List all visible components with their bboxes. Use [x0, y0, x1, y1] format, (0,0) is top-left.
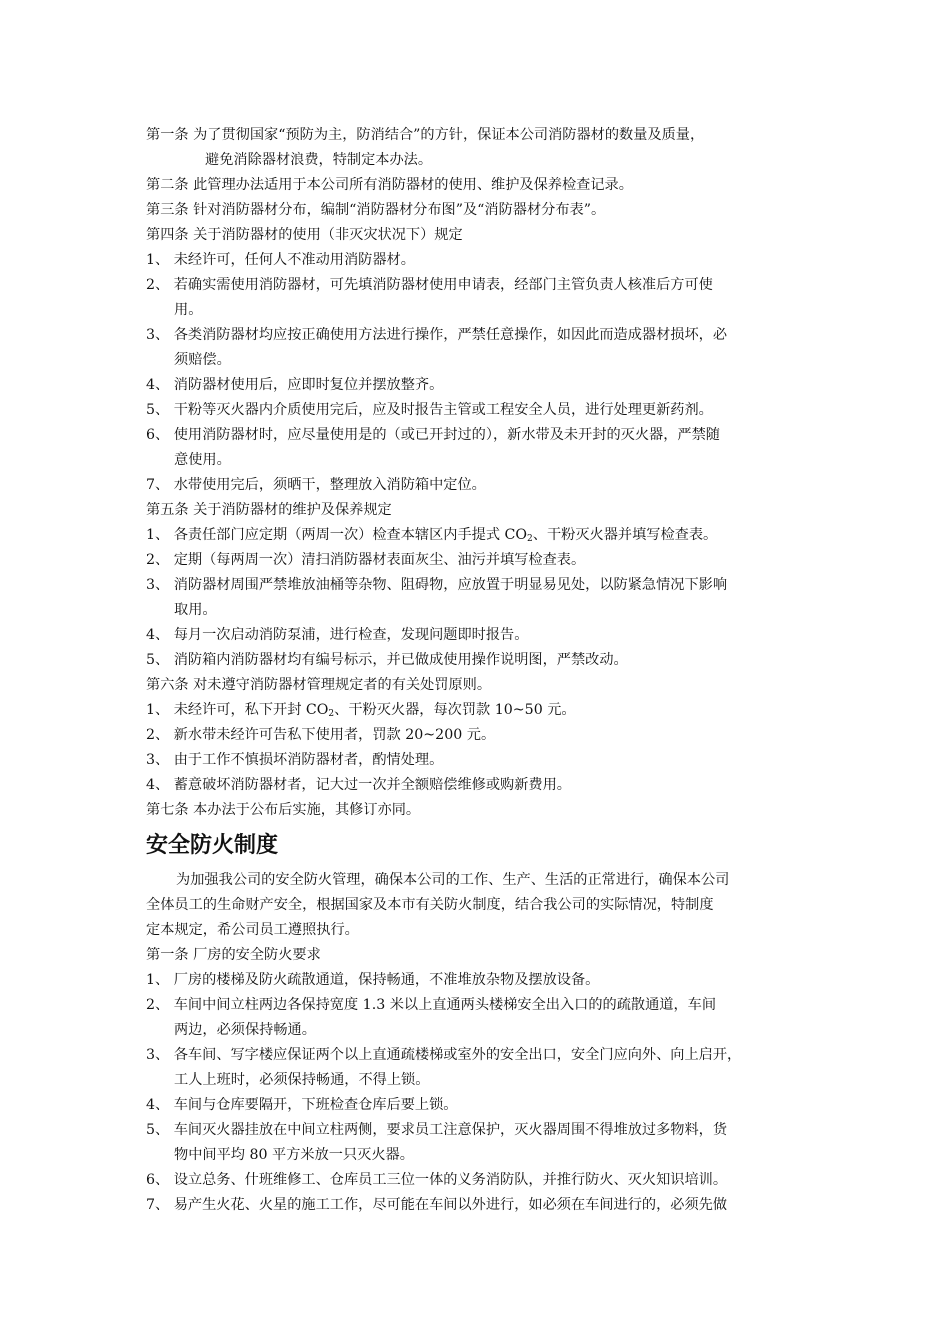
fire-item-4: 4、 车间与仓库要隔开，下班检查仓库后要上锁。 [146, 1097, 458, 1113]
article-1-line-1: 第一条 为了贯彻国家“预防为主，防消结合”的方针，保证本公司消防器材的数量及质量， [146, 127, 705, 143]
section-heading: 安全防火制度 [146, 833, 279, 858]
article-4-item-6-cont: 意使用。 [174, 452, 231, 468]
article-6-item-4: 4、 蓄意破坏消防器材者，记大过一次并全额赔偿维修或购新费用。 [146, 777, 571, 793]
article-4-item-3-cont: 须赔偿。 [174, 352, 231, 368]
co2-line-1-sub: 2 [527, 534, 533, 544]
article-7: 第七条 本办法于公布后实施，其修订亦同。 [146, 802, 421, 818]
article-1-line-2: 避免消除器材浪费，特制定本办法。 [205, 152, 433, 168]
article-6-item-2: 2、 新水带未经许可告私下使用者，罚款 20~200 元。 [146, 727, 496, 743]
fire-item-3: 3、 各车间、写字楼应保证两个以上直通疏楼梯或室外的安全出口，安全门应向外、向上启开， [146, 1047, 742, 1063]
article-4-item-3: 3、 各类消防器材均应按正确使用方法进行操作，严禁任意操作，如因此而造成器材损坏，必 [146, 327, 728, 343]
co2-line-2-sub: 2 [328, 709, 335, 719]
article-5-item-4: 4、 每月一次启动消防泵浦，进行检查，发现问题即时报告。 [146, 627, 529, 643]
article-4-item-7: 7、 水带使用完后，须晒干，整理放入消防箱中定位。 [146, 477, 486, 493]
article-2: 第二条 此管理办法适用于本公司所有消防器材的使用、维护及保养检查记录。 [146, 177, 633, 193]
document-page [146, 123, 814, 1218]
intro-line-3: 定本规定，希公司员工遵照执行。 [146, 922, 359, 938]
fire-item-7: 7、 易产生火花、火星的施工工作，尽可能在车间以外进行，如必须在车间进行的，必须先做 [146, 1197, 728, 1213]
fire-item-3-cont: 工人上班时，必须保持畅通，不得上锁。 [174, 1072, 430, 1088]
article-5: 第五条 关于消防器材的维护及保养规定 [146, 502, 392, 518]
article-3: 第三条 针对消防器材分布，编制“消防器材分布图”及“消防器材分布表”。 [146, 202, 606, 218]
intro-line-2: 全体员工的生命财产安全，根据国家及本市有关防火制度，结合我公司的实际情况，特制度 [146, 897, 714, 913]
article-6-item-3: 3、 由于工作不慎损坏消防器材者，酌情处理。 [146, 752, 444, 768]
intro-line-1: 为加强我公司的安全防火管理，确保本公司的工作、生产、生活的正常进行，确保本公司 [176, 872, 730, 888]
co2-line-2-after: 、干粉灭火器，每次罚款 10~50 元。 [334, 702, 576, 718]
fire-item-2-cont: 两边，必须保持畅通。 [174, 1022, 316, 1038]
article-4-item-1: 1、 未经许可，任何人不准动用消防器材。 [146, 252, 415, 268]
fire-item-1: 1、 厂房的楼梯及防火疏散通道，保持畅通，不准堆放杂物及摆放设备。 [146, 972, 600, 988]
article-5-item-3-cont: 取用。 [174, 602, 217, 618]
article-6-item-1 [146, 698, 814, 723]
fire-item-5-cont: 物中间平均 80 平方米放一只灭火器。 [174, 1147, 414, 1163]
fire-item-5: 5、 车间灭火器挂放在中间立柱两侧，要求员工注意保护，灭火器周围不得堆放过多物料，货 [146, 1122, 728, 1138]
article-5-item-5: 5、 消防箱内消防器材均有编号标示，并已做成使用操作说明图，严禁改动。 [146, 652, 628, 668]
fire-article-1: 第一条 厂房的安全防火要求 [146, 947, 321, 963]
article-4-item-2-cont: 用。 [174, 302, 203, 318]
article-4-item-2: 2、 若确实需使用消防器材，可先填消防器材使用申请表，经部门主管负责人核准后方可使 [146, 277, 713, 293]
article-5-item-1 [146, 523, 814, 548]
co2-line-1-after: 、干粉灭火器并填写检查表。 [532, 527, 718, 543]
article-4-item-4: 4、 消防器材使用后，应即时复位并摆放整齐。 [146, 377, 444, 393]
fire-item-2: 2、 车间中间立柱两边各保持宽度 1.3 米以上直通两头楼梯安全出入口的的疏散通道，车间 [146, 997, 717, 1013]
co2-line-1-before: 1、 各责任部门应定期（两周一次）检查本辖区内手提式 CO [146, 527, 528, 543]
co2-line-2-before: 1、 未经许可，私下开封 CO [146, 702, 329, 718]
fire-item-6: 6、 设立总务、什班维修工、仓库员工三位一体的义务消防队，并推行防火、灭火知识培训。 [146, 1172, 728, 1188]
article-4-item-5: 5、 干粉等灭火器内介质使用完后，应及时报告主管或工程安全人员，进行处理更新药剂。 [146, 402, 713, 418]
article-5-item-3: 3、 消防器材周围严禁堆放油桶等杂物、阻碍物，应放置于明显易见处，以防紧急情况下影响 [146, 577, 728, 593]
article-4-item-6: 6、 使用消防器材时，应尽量使用是的（或已开封过的），新水带及未开封的灭火器，严禁随 [146, 427, 720, 443]
article-4: 第四条 关于消防器材的使用（非灭灾状况下）规定 [146, 227, 463, 243]
article-6: 第六条 对未遵守消防器材管理规定者的有关处罚原则。 [146, 677, 492, 693]
article-5-item-2: 2、 定期（每两周一次）清扫消防器材表面灰尘、油污并填写检查表。 [146, 552, 586, 568]
